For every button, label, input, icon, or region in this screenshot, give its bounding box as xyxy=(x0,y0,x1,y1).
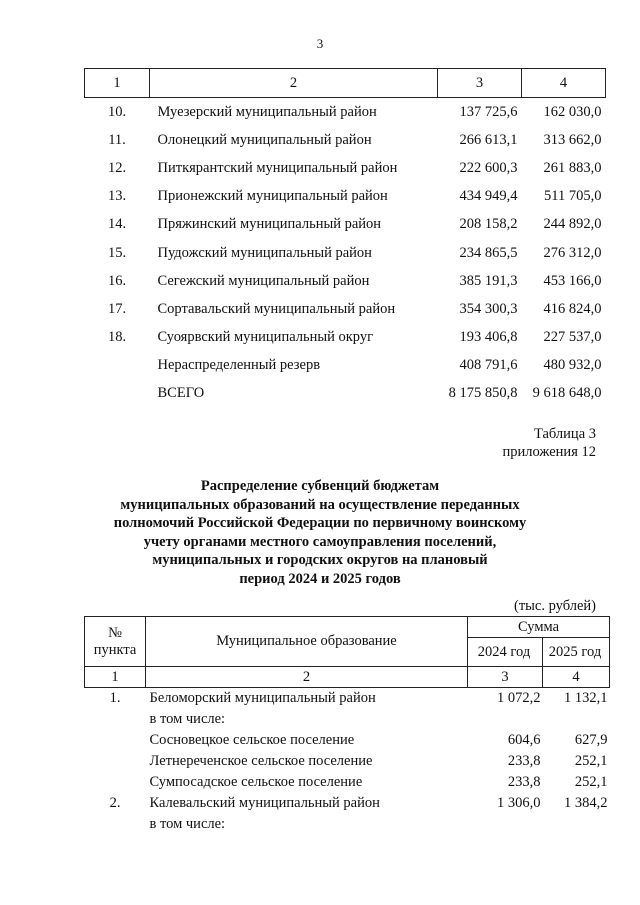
value-col-3: 137 725,6 xyxy=(459,103,518,120)
value-2024: 604,6 xyxy=(507,732,541,748)
value-2024 xyxy=(468,709,543,730)
header-year-2025: 2025 год xyxy=(543,638,610,667)
row-number xyxy=(85,380,150,408)
units-label: (тыс. рублей) xyxy=(514,598,596,614)
municipality-name: Олонецкий муниципальный район xyxy=(157,131,372,148)
municipality-name: Муезерский муниципальный район xyxy=(157,103,377,120)
municipality-name: Сосновецкое сельское поселение xyxy=(149,732,355,748)
header-col-2: 2 xyxy=(150,69,438,98)
municipality-name: Прионежский муниципальный район xyxy=(157,188,388,205)
row-number: 12. xyxy=(107,159,127,176)
municipality-name: Летнереченское сельское поселение xyxy=(149,753,373,769)
value-2024 xyxy=(468,814,543,835)
value-col-4: 162 030,0 xyxy=(543,103,602,120)
section-title xyxy=(0,477,640,589)
row-number xyxy=(85,751,146,772)
table-row xyxy=(85,709,610,730)
value-2025: 627,9 xyxy=(574,732,608,748)
table-row xyxy=(85,324,606,352)
table-row xyxy=(85,239,606,267)
value-col-3: 8 175 850,8 xyxy=(448,385,518,402)
row-number xyxy=(85,709,146,730)
header-col-1: 1 xyxy=(85,69,150,98)
title-line: Распределение субвенций бюджетам xyxy=(200,478,440,494)
value-col-3: 193 406,8 xyxy=(459,329,518,346)
header-col-3: 3 xyxy=(438,69,522,98)
table-row xyxy=(85,154,606,182)
header-municipality: Муниципальное образование xyxy=(146,617,468,667)
table-row xyxy=(85,211,606,239)
table-row xyxy=(85,295,606,323)
value-col-3: 208 158,2 xyxy=(459,216,518,233)
municipality-name: Сумпосадское сельское поселение xyxy=(149,774,363,790)
header-number-cell xyxy=(85,617,146,667)
row-number: 2. xyxy=(109,795,121,811)
page-number: 3 xyxy=(316,36,324,51)
table-caption xyxy=(503,425,596,461)
col-number-1: 1 xyxy=(85,667,146,688)
title-line: муниципальных и городских округов на плановый xyxy=(152,552,488,569)
table-row xyxy=(85,751,610,772)
row-number: 13. xyxy=(107,188,127,205)
value-col-4: 511 705,0 xyxy=(544,188,602,205)
value-col-3: 408 791,6 xyxy=(459,357,518,374)
caption-table-number: Таблица 3 xyxy=(533,426,596,442)
municipality-name: Пудожский муниципальный район xyxy=(157,244,372,261)
municipality-name: Сегежский муниципальный район xyxy=(157,272,370,289)
municipality-name: Калевальский муниципальный район xyxy=(149,795,380,811)
table-row xyxy=(85,98,606,127)
value-2024: 1 306,0 xyxy=(497,795,541,811)
value-col-4: 416 824,0 xyxy=(543,300,602,317)
column-number-row xyxy=(85,667,610,688)
value-2024: 233,8 xyxy=(507,774,541,790)
row-number: 16. xyxy=(107,272,127,289)
col-number-3: 3 xyxy=(468,667,543,688)
value-2025 xyxy=(543,814,610,835)
budget-table-continued xyxy=(84,68,606,408)
value-col-4: 227 537,0 xyxy=(543,329,602,346)
table-row xyxy=(85,730,610,751)
municipality-name: Беломорский муниципальный район xyxy=(149,690,376,706)
row-number: 18. xyxy=(107,329,127,346)
reserve-row xyxy=(85,352,606,380)
value-col-3: 234 865,5 xyxy=(459,244,518,261)
table-row xyxy=(85,814,610,835)
total-row xyxy=(85,380,606,408)
value-col-4: 244 892,0 xyxy=(543,216,602,233)
value-2024: 1 072,2 xyxy=(497,690,541,706)
table-header-row xyxy=(85,69,606,98)
value-col-4: 313 662,0 xyxy=(543,131,602,148)
value-col-3: 354 300,3 xyxy=(459,300,518,317)
table-row xyxy=(85,126,606,154)
municipality-name: в том числе: xyxy=(149,816,226,832)
header-number-word: пункта xyxy=(93,641,137,658)
title-line: муниципальных образований на осуществление переданных xyxy=(120,496,520,513)
value-col-4: 453 166,0 xyxy=(543,272,602,289)
value-2025: 1 132,1 xyxy=(564,690,608,706)
title-line: полномочий Российской Федерации по первичному воинскому xyxy=(113,515,527,532)
municipality-name: Питкярантский муниципальный район xyxy=(157,159,398,176)
value-col-3: 434 949,4 xyxy=(459,188,518,205)
row-number: 14. xyxy=(107,216,127,233)
col-number-4: 4 xyxy=(543,667,610,688)
row-number: 15. xyxy=(107,244,127,261)
value-2025: 252,1 xyxy=(574,774,608,790)
col-number-2: 2 xyxy=(146,667,468,688)
table-header-row xyxy=(85,617,610,638)
row-number xyxy=(85,814,146,835)
header-number-sign: № xyxy=(108,624,122,641)
municipality-name: Сортавальский муниципальный район xyxy=(157,300,396,317)
row-number: 10. xyxy=(107,103,127,120)
title-line: период 2024 и 2025 годов xyxy=(239,570,401,587)
row-number: 17. xyxy=(107,300,127,317)
table-row xyxy=(85,688,610,710)
value-2025: 1 384,2 xyxy=(564,795,608,811)
municipality-name: Суоярвский муниципальный округ xyxy=(157,329,374,346)
table-row xyxy=(85,183,606,211)
municipality-name: Нераспределенный резерв xyxy=(157,357,321,374)
value-col-4: 276 312,0 xyxy=(543,244,602,261)
value-col-4: 261 883,0 xyxy=(543,159,602,176)
title-line: учету органами местного самоуправления поселений, xyxy=(143,533,497,550)
table-row xyxy=(85,267,606,295)
table-row xyxy=(85,772,610,793)
municipality-name: в том числе: xyxy=(149,711,226,727)
value-col-3: 222 600,3 xyxy=(459,159,518,176)
value-col-4: 480 932,0 xyxy=(543,357,602,374)
municipality-name: ВСЕГО xyxy=(157,385,205,402)
subvention-table xyxy=(84,616,610,835)
header-year-2024: 2024 год xyxy=(468,638,543,667)
municipality-name: Пряжинский муниципальный район xyxy=(157,216,382,233)
row-number xyxy=(85,730,146,751)
table-row xyxy=(85,793,610,814)
value-2024: 233,8 xyxy=(507,753,541,769)
header-col-4: 4 xyxy=(522,69,606,98)
row-number: 1. xyxy=(109,690,121,706)
row-number: 11. xyxy=(108,131,126,148)
value-2025: 252,1 xyxy=(574,753,608,769)
value-col-3: 266 613,1 xyxy=(459,131,518,148)
row-number xyxy=(85,772,146,793)
value-2025 xyxy=(543,709,610,730)
header-sum: Сумма xyxy=(468,617,610,638)
value-col-3: 385 191,3 xyxy=(459,272,518,289)
value-col-4: 9 618 648,0 xyxy=(532,385,602,402)
row-number xyxy=(85,352,150,380)
caption-appendix: приложения 12 xyxy=(502,444,596,460)
